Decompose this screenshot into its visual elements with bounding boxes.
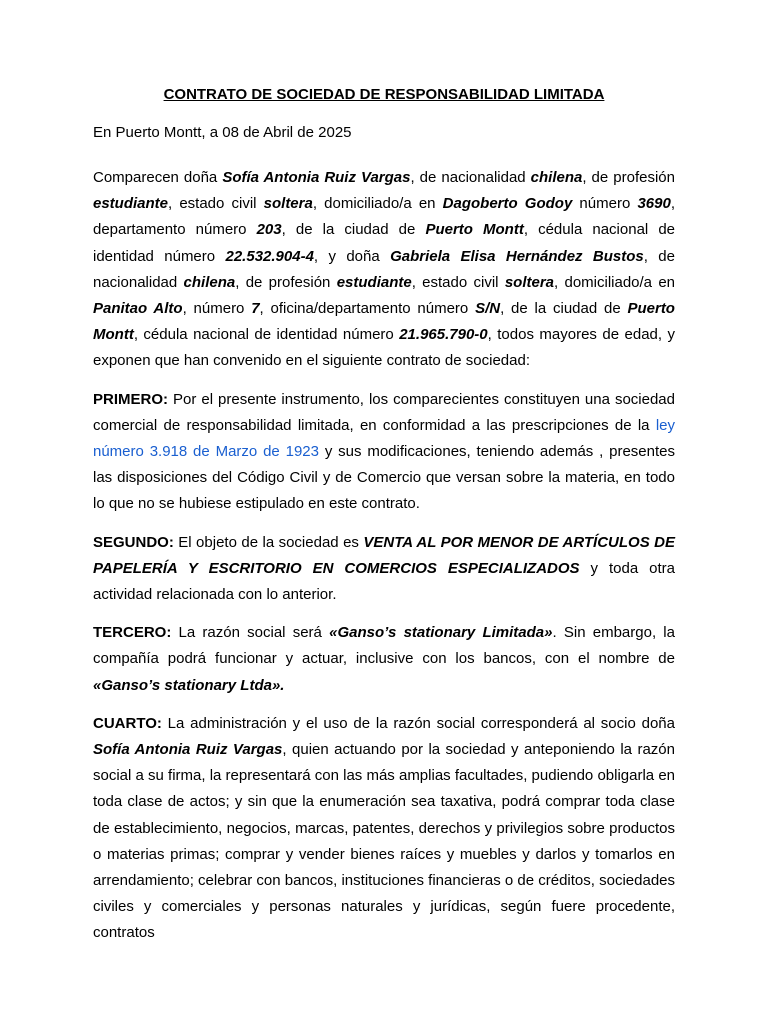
party1-rut: 22.532.904-4: [225, 247, 314, 265]
clause-segundo: SEGUNDO: El objeto de la sociedad es VENTA AL POR MENOR DE ARTÍCULOS DE PAPELERÍA Y ESCRITORIO EN COMERCIOS ESPECIALIZADOS y toda otra actividad relacionada con lo anterior.: [93, 533, 675, 604]
party1-name: Sofía Antonia Ruiz Vargas: [222, 169, 411, 186]
clause-cuarto: CUARTO: La administración y el uso de la razón social corresponderá al socio doña Sofía Antonia Ruiz Vargas, quien actuando por la sociedad y anteponiendo la razón social a su firma, la representará con las más amplias facultades, pudiendo obligarla en toda clase de actos; y sin que la enumeración sea taxativa, podrá comprar toda clase de establecimiento, negocios, marcas, patentes, derechos y privilegios sobre productos o materias primas; comprar y vender bienes raíces y muebles y darlos y tomarlos en arrendamiento; celebrar con bancos, instituciones financieras o de créditos, sociedades civiles y comerciales y personas naturales y jurídicas, según fuere procedente, contratos: [93, 714, 675, 942]
clause-heading: SEGUNDO:: [93, 533, 174, 551]
company-name: «Ganso’s stationary Limitada»: [329, 624, 553, 642]
party2-rut: 21.965.790-0: [399, 326, 488, 344]
company-short-name: «Ganso’s stationary Ltda».: [93, 676, 285, 694]
law-link[interactable]: ley número 3.918 de Marzo de 1923: [93, 416, 675, 461]
administrator-name: Sofía Antonia Ruiz Vargas: [93, 741, 283, 759]
party2-name: Gabriela Elisa Hernández Bustos: [390, 247, 644, 265]
clause-heading: TERCERO:: [93, 624, 172, 642]
date-line: En Puerto Montt, a 08 de Abril de 2025: [93, 124, 352, 141]
clause-heading: CUARTO:: [93, 714, 162, 732]
clause-heading: PRIMERO:: [93, 390, 168, 408]
document-title: CONTRATO DE SOCIEDAD DE RESPONSABILIDAD LIMITADA: [163, 86, 605, 103]
clause-tercero: TERCERO: La razón social será «Ganso’s stationary Limitada». Sin embargo, la compañía podrá funcionar y actuar, inclusive con los bancos, con el nombre de «Ganso’s stationary Ltda».: [93, 624, 675, 694]
comparecen-paragraph: Comparecen doña Sofía Antonia Ruiz Vargas, de nacionalidad chilena, de profesión estudiante, estado civil soltera, domiciliado/a en Dagoberto Godoy número 3690, departamento número 203, de la ciudad de Puerto Montt, cédula nacional de identidad número 22.532.904-4, y doña Gabriela Elisa Hernández Bustos, de nacionalidad chilena, de profesión estudiante, estado civil soltera, domiciliado/a en Panitao Alto, número 7, oficina/departamento número S/N, de la ciudad de Puerto Montt, cédula nacional de identidad número 21.965.790-0, todos mayores de edad, y exponen que han convenido en el siguiente contrato de sociedad:: [93, 169, 676, 370]
business-object: VENTA AL POR MENOR DE ARTÍCULOS DE PAPELERÍA Y ESCRITORIO EN COMERCIOS ESPECIALIZADOS: [93, 533, 675, 577]
clause-primero: PRIMERO: Por el presente instrumento, los comparecientes constituyen una sociedad comercial de responsabilidad limitada, en conformidad a las prescripciones de la ley número 3.918 de Marzo de 1923 y sus modificaciones, teniendo además , presentes las disposiciones del Código Civil y de Comercio que versan sobre la materia, en todo lo que no se hubiese estipulado en este contrato.: [93, 390, 675, 513]
